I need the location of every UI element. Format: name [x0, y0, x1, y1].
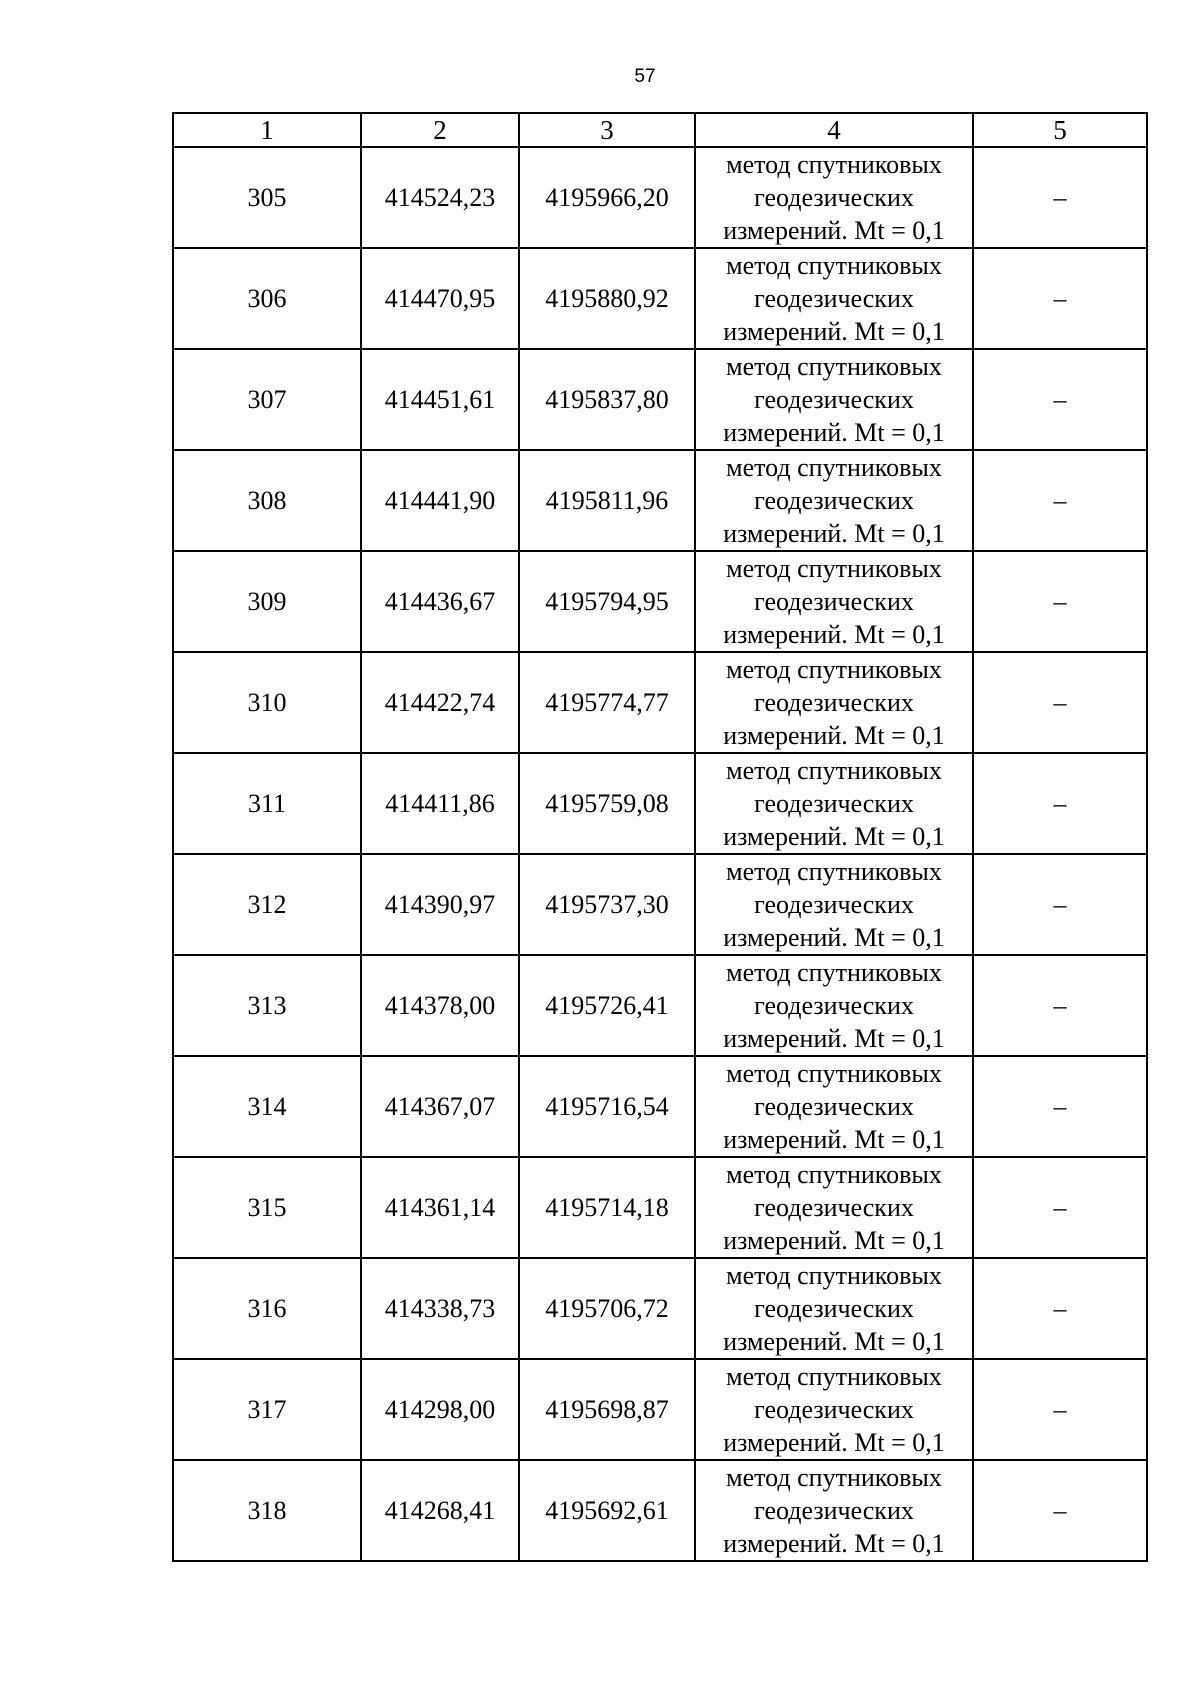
dash-cell: – — [973, 1056, 1147, 1157]
dash-cell: – — [973, 753, 1147, 854]
method-cell — [695, 955, 973, 1056]
x-coordinate-cell: 414451,61 — [361, 349, 519, 450]
method-line: измерений. Mt = 0,1 — [723, 1226, 945, 1255]
method-line: метод спутниковых — [726, 352, 942, 381]
x-coordinate-cell: 414422,74 — [361, 652, 519, 753]
dash-cell: – — [973, 652, 1147, 753]
table-row — [173, 248, 1147, 349]
method-line: метод спутниковых — [726, 1261, 942, 1290]
dash-cell: – — [973, 147, 1147, 248]
x-coordinate-cell: 414367,07 — [361, 1056, 519, 1157]
y-coordinate-cell: 4195880,92 — [519, 248, 695, 349]
x-coordinate-cell: 414441,90 — [361, 450, 519, 551]
dash-cell: – — [973, 1359, 1147, 1460]
header-col-3: 3 — [519, 113, 695, 147]
table-row — [173, 955, 1147, 1056]
x-coordinate-cell: 414298,00 — [361, 1359, 519, 1460]
method-line: геодезических — [754, 183, 914, 212]
method-line: измерений. Mt = 0,1 — [723, 216, 945, 245]
method-line: метод спутниковых — [726, 756, 942, 785]
method-line: геодезических — [754, 1193, 914, 1222]
table-row — [173, 450, 1147, 551]
table-row — [173, 753, 1147, 854]
table-row — [173, 854, 1147, 955]
method-cell — [695, 248, 973, 349]
method-line: измерений. Mt = 0,1 — [723, 418, 945, 447]
x-coordinate-cell: 414338,73 — [361, 1258, 519, 1359]
method-cell — [695, 349, 973, 450]
method-line: метод спутниковых — [726, 857, 942, 886]
table-row — [173, 147, 1147, 248]
method-line: метод спутниковых — [726, 251, 942, 280]
method-line: геодезических — [754, 1294, 914, 1323]
table-body — [173, 147, 1147, 1561]
y-coordinate-cell: 4195706,72 — [519, 1258, 695, 1359]
method-line: метод спутниковых — [726, 453, 942, 482]
method-line: геодезических — [754, 688, 914, 717]
method-cell — [695, 1359, 973, 1460]
method-cell — [695, 1056, 973, 1157]
table-row — [173, 551, 1147, 652]
x-coordinate-cell: 414436,67 — [361, 551, 519, 652]
dash-cell: – — [973, 1460, 1147, 1561]
point-number-cell: 309 — [173, 551, 361, 652]
point-number-cell: 306 — [173, 248, 361, 349]
table-row — [173, 652, 1147, 753]
point-number-cell: 318 — [173, 1460, 361, 1561]
y-coordinate-cell: 4195714,18 — [519, 1157, 695, 1258]
point-number-cell: 305 — [173, 147, 361, 248]
table-row — [173, 349, 1147, 450]
header-row — [173, 113, 1147, 147]
method-line: измерений. Mt = 0,1 — [723, 620, 945, 649]
method-line: метод спутниковых — [726, 655, 942, 684]
method-line: геодезических — [754, 789, 914, 818]
method-line: метод спутниковых — [726, 1160, 942, 1189]
y-coordinate-cell: 4195837,80 — [519, 349, 695, 450]
method-line: измерений. Mt = 0,1 — [723, 822, 945, 851]
method-line: метод спутниковых — [726, 1463, 942, 1492]
y-coordinate-cell: 4195716,54 — [519, 1056, 695, 1157]
method-line: геодезических — [754, 284, 914, 313]
x-coordinate-cell: 414470,95 — [361, 248, 519, 349]
method-line: геодезических — [754, 1496, 914, 1525]
point-number-cell: 307 — [173, 349, 361, 450]
dash-cell: – — [973, 1157, 1147, 1258]
point-number-cell: 314 — [173, 1056, 361, 1157]
dash-cell: – — [973, 349, 1147, 450]
method-cell — [695, 1157, 973, 1258]
table-header — [173, 113, 1147, 147]
method-line: геодезических — [754, 890, 914, 919]
point-number-cell: 311 — [173, 753, 361, 854]
point-number-cell: 312 — [173, 854, 361, 955]
y-coordinate-cell: 4195774,77 — [519, 652, 695, 753]
y-coordinate-cell: 4195759,08 — [519, 753, 695, 854]
table-row — [173, 1359, 1147, 1460]
x-coordinate-cell: 414524,23 — [361, 147, 519, 248]
method-line: измерений. Mt = 0,1 — [723, 721, 945, 750]
method-line: измерений. Mt = 0,1 — [723, 317, 945, 346]
page-number: 57 — [634, 66, 656, 87]
dash-cell: – — [973, 551, 1147, 652]
method-cell — [695, 854, 973, 955]
method-line: геодезических — [754, 991, 914, 1020]
method-line: измерений. Mt = 0,1 — [723, 1024, 945, 1053]
method-line: метод спутниковых — [726, 554, 942, 583]
point-number-cell: 308 — [173, 450, 361, 551]
y-coordinate-cell: 4195726,41 — [519, 955, 695, 1056]
dash-cell: – — [973, 450, 1147, 551]
coordinates-table — [172, 112, 1148, 1562]
method-cell — [695, 551, 973, 652]
y-coordinate-cell: 4195698,87 — [519, 1359, 695, 1460]
method-cell — [695, 652, 973, 753]
method-cell — [695, 147, 973, 248]
method-line: метод спутниковых — [726, 958, 942, 987]
y-coordinate-cell: 4195692,61 — [519, 1460, 695, 1561]
table-row — [173, 1056, 1147, 1157]
x-coordinate-cell: 414378,00 — [361, 955, 519, 1056]
method-line: геодезических — [754, 1395, 914, 1424]
method-line: геодезических — [754, 1092, 914, 1121]
method-line: геодезических — [754, 587, 914, 616]
table-row — [173, 1460, 1147, 1561]
table-row — [173, 1157, 1147, 1258]
table-row — [173, 1258, 1147, 1359]
dash-cell: – — [973, 248, 1147, 349]
method-cell — [695, 753, 973, 854]
method-line: измерений. Mt = 0,1 — [723, 1125, 945, 1154]
method-line: измерений. Mt = 0,1 — [723, 923, 945, 952]
header-col-2: 2 — [361, 113, 519, 147]
dash-cell: – — [973, 854, 1147, 955]
point-number-cell: 310 — [173, 652, 361, 753]
point-number-cell: 317 — [173, 1359, 361, 1460]
x-coordinate-cell: 414411,86 — [361, 753, 519, 854]
method-line: измерений. Mt = 0,1 — [723, 1529, 945, 1558]
method-line: измерений. Mt = 0,1 — [723, 1428, 945, 1457]
method-cell — [695, 1258, 973, 1359]
header-col-4: 4 — [695, 113, 973, 147]
y-coordinate-cell: 4195737,30 — [519, 854, 695, 955]
method-line: измерений. Mt = 0,1 — [723, 1327, 945, 1356]
dash-cell: – — [973, 1258, 1147, 1359]
method-line: геодезических — [754, 385, 914, 414]
method-line: геодезических — [754, 486, 914, 515]
y-coordinate-cell: 4195966,20 — [519, 147, 695, 248]
header-col-5: 5 — [973, 113, 1147, 147]
method-cell — [695, 1460, 973, 1561]
dash-cell: – — [973, 955, 1147, 1056]
x-coordinate-cell: 414268,41 — [361, 1460, 519, 1561]
point-number-cell: 315 — [173, 1157, 361, 1258]
x-coordinate-cell: 414390,97 — [361, 854, 519, 955]
x-coordinate-cell: 414361,14 — [361, 1157, 519, 1258]
method-line: измерений. Mt = 0,1 — [723, 519, 945, 548]
method-line: метод спутниковых — [726, 1362, 942, 1391]
point-number-cell: 316 — [173, 1258, 361, 1359]
method-line: метод спутниковых — [726, 1059, 942, 1088]
y-coordinate-cell: 4195811,96 — [519, 450, 695, 551]
method-cell — [695, 450, 973, 551]
point-number-cell: 313 — [173, 955, 361, 1056]
y-coordinate-cell: 4195794,95 — [519, 551, 695, 652]
method-line: метод спутниковых — [726, 150, 942, 179]
header-col-1: 1 — [173, 113, 361, 147]
